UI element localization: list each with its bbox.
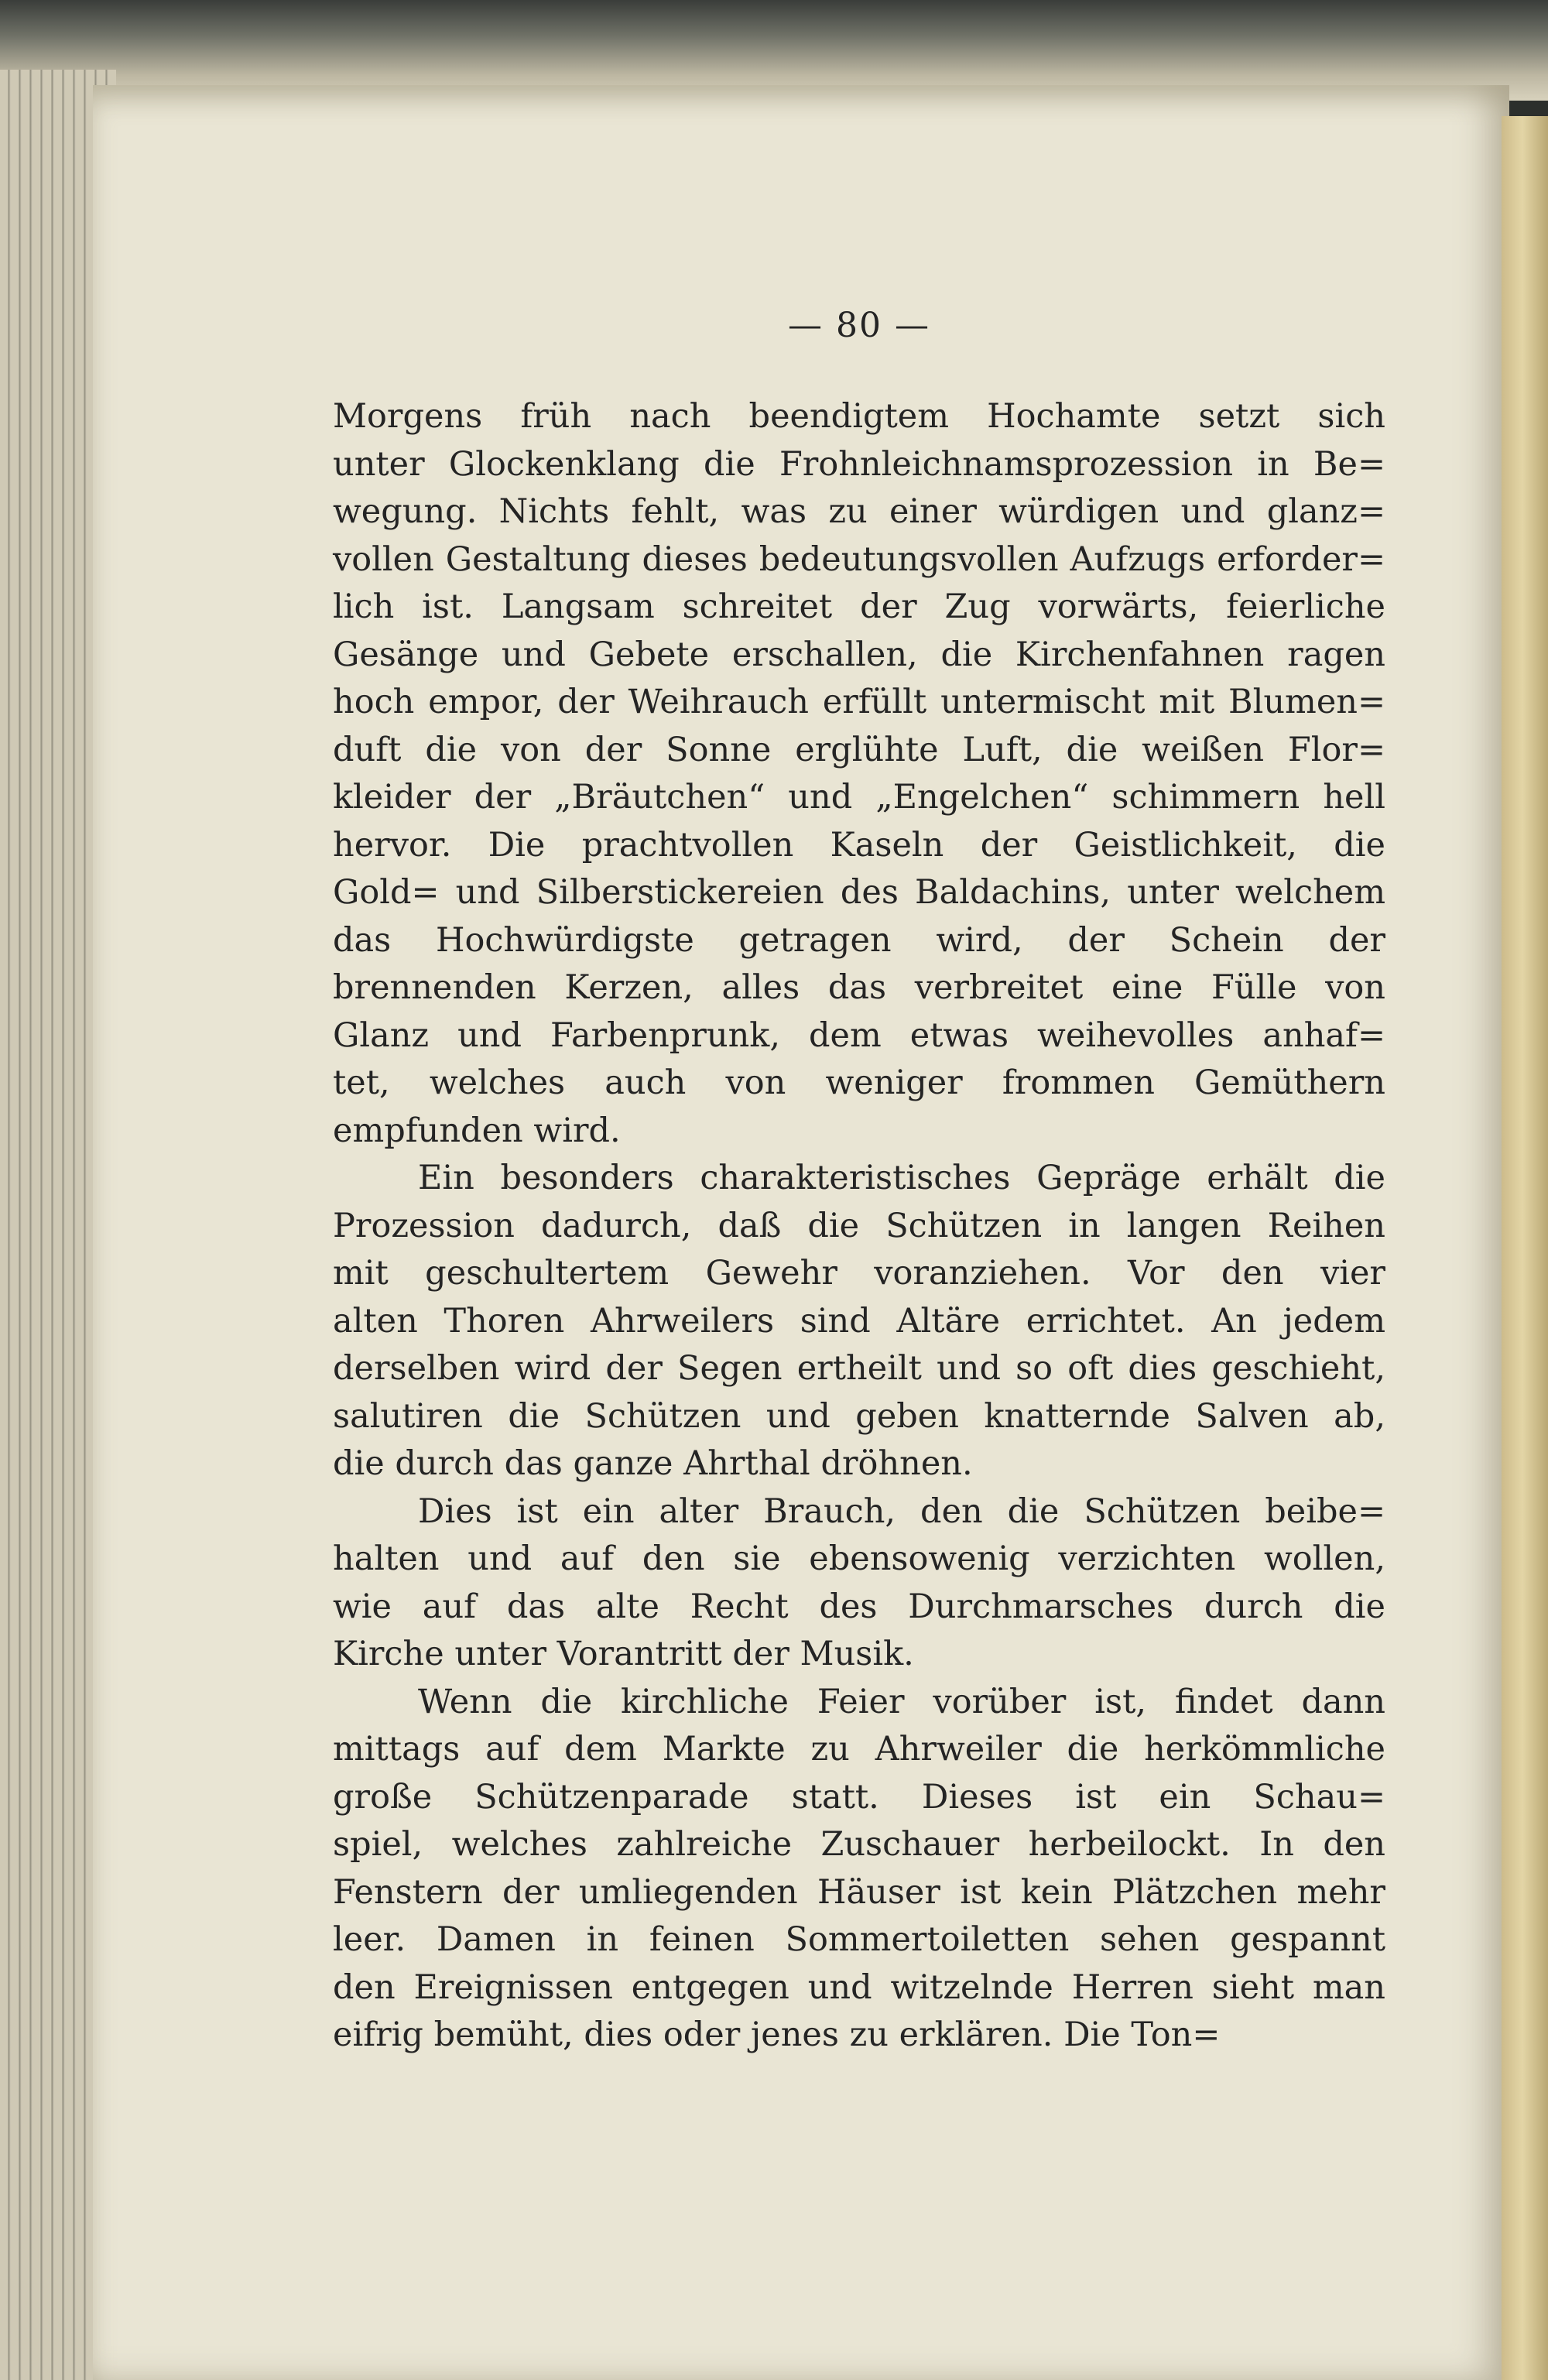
text-line: alten Thoren Ahrweilers sind Altäre errichtet. An jedem: [333, 1301, 1385, 1341]
text-line: hoch empor, der Weihrauch erfüllt untermischt mit Blumen=: [333, 683, 1385, 721]
text-line: Morgens früh nach beendigtem Hochamte setzt sich: [333, 397, 1385, 436]
book-right-edge: [1502, 116, 1548, 2380]
text-line: eifrig bemüht, dies oder jenes zu erklären. Die Ton=: [333, 2015, 1221, 2054]
text-line: mit geschultertem Gewehr voranziehen. Vor den vier: [333, 1254, 1385, 1293]
text-line: Fenstern der umliegenden Häuser ist kein Plätzchen mehr: [333, 1872, 1385, 1912]
text-line: den Ereignissen entgegen und witzelnde Herren sieht man: [333, 1967, 1385, 2007]
text-line: brennenden Kerzen, alles das verbreitet eine Fülle von: [333, 968, 1385, 1007]
text-line: vollen Gestaltung dieses bedeutungsvollen Aufzugs erforder=: [333, 539, 1385, 579]
text-line: spiel, welches zahlreiche Zuschauer herbeilockt. In den: [333, 1825, 1385, 1864]
text-line: Prozession dadurch, daß die Schützen in langen Reihen: [333, 1206, 1385, 1245]
text-line: große Schützenparade statt. Dieses ist ein Schau=: [333, 1777, 1385, 1817]
text-line: Kirche unter Vorantritt der Musik.: [333, 1635, 914, 1673]
paragraph: [333, 1679, 1385, 2060]
text-line: salutiren die Schützen und geben knatternde Salven ab,: [333, 1396, 1385, 1436]
page-number: — 80 —: [788, 306, 930, 345]
paragraph: [333, 1155, 1385, 1488]
text-line: Gesänge und Gebete erschallen, die Kirchenfahnen ragen: [333, 635, 1385, 674]
text-line: mittags auf dem Markte zu Ahrweiler die herkömmliche: [333, 1730, 1385, 1769]
text-line: wegung. Nichts fehlt, was zu einer würdigen und glanz=: [333, 492, 1385, 531]
page-content: [333, 306, 1385, 2060]
text-line: duft die von der Sonne erglühte Luft, die weißen Flor=: [333, 730, 1385, 769]
text-line: halten und auf den sie ebensowenig verzichten wollen,: [333, 1539, 1385, 1578]
text-line: hervor. Die prachtvollen Kaseln der Geistlichkeit, die: [333, 825, 1385, 865]
text-line: unter Glockenklang die Frohnleichnamsprozession in Be=: [333, 444, 1385, 484]
text-line: derselben wird der Segen ertheilt und so oft dies geschieht,: [333, 1349, 1385, 1388]
text-line: Glanz und Farbenprunk, dem etwas weihevolles anhaf=: [333, 1015, 1385, 1055]
text-line: Ein besonders charakteristisches Gepräge erhält die: [418, 1159, 1385, 1197]
text-line: Gold= und Silberstickereien des Baldachins, unter welchem: [333, 873, 1385, 912]
text-line: lich ist. Langsam schreitet der Zug vorwärts, feierliche: [333, 587, 1385, 626]
paragraph: [333, 393, 1385, 1155]
text-line: empfunden wird.: [333, 1111, 621, 1150]
text-line: die durch das ganze Ahrthal dröhnen.: [333, 1444, 973, 1483]
text-body: [333, 393, 1385, 2060]
text-line: kleider der „Bräutchen“ und „Engelchen“ schimmern hell: [333, 778, 1385, 817]
text-line: wie auf das alte Recht des Durchmarsches durch die: [333, 1587, 1385, 1626]
text-line: tet, welches auch von weniger frommen Gemüthern: [333, 1063, 1385, 1102]
text-line: das Hochwürdigste getragen wird, der Schein der: [333, 920, 1385, 960]
text-line: leer. Damen in feinen Sommertoiletten sehen gespannt: [333, 1920, 1385, 1959]
text-line: Dies ist ein alter Brauch, den die Schützen beibe=: [418, 1491, 1385, 1531]
paragraph: [333, 1488, 1385, 1679]
text-line: Wenn die kirchliche Feier vorüber ist, findet dann: [418, 1682, 1385, 1721]
